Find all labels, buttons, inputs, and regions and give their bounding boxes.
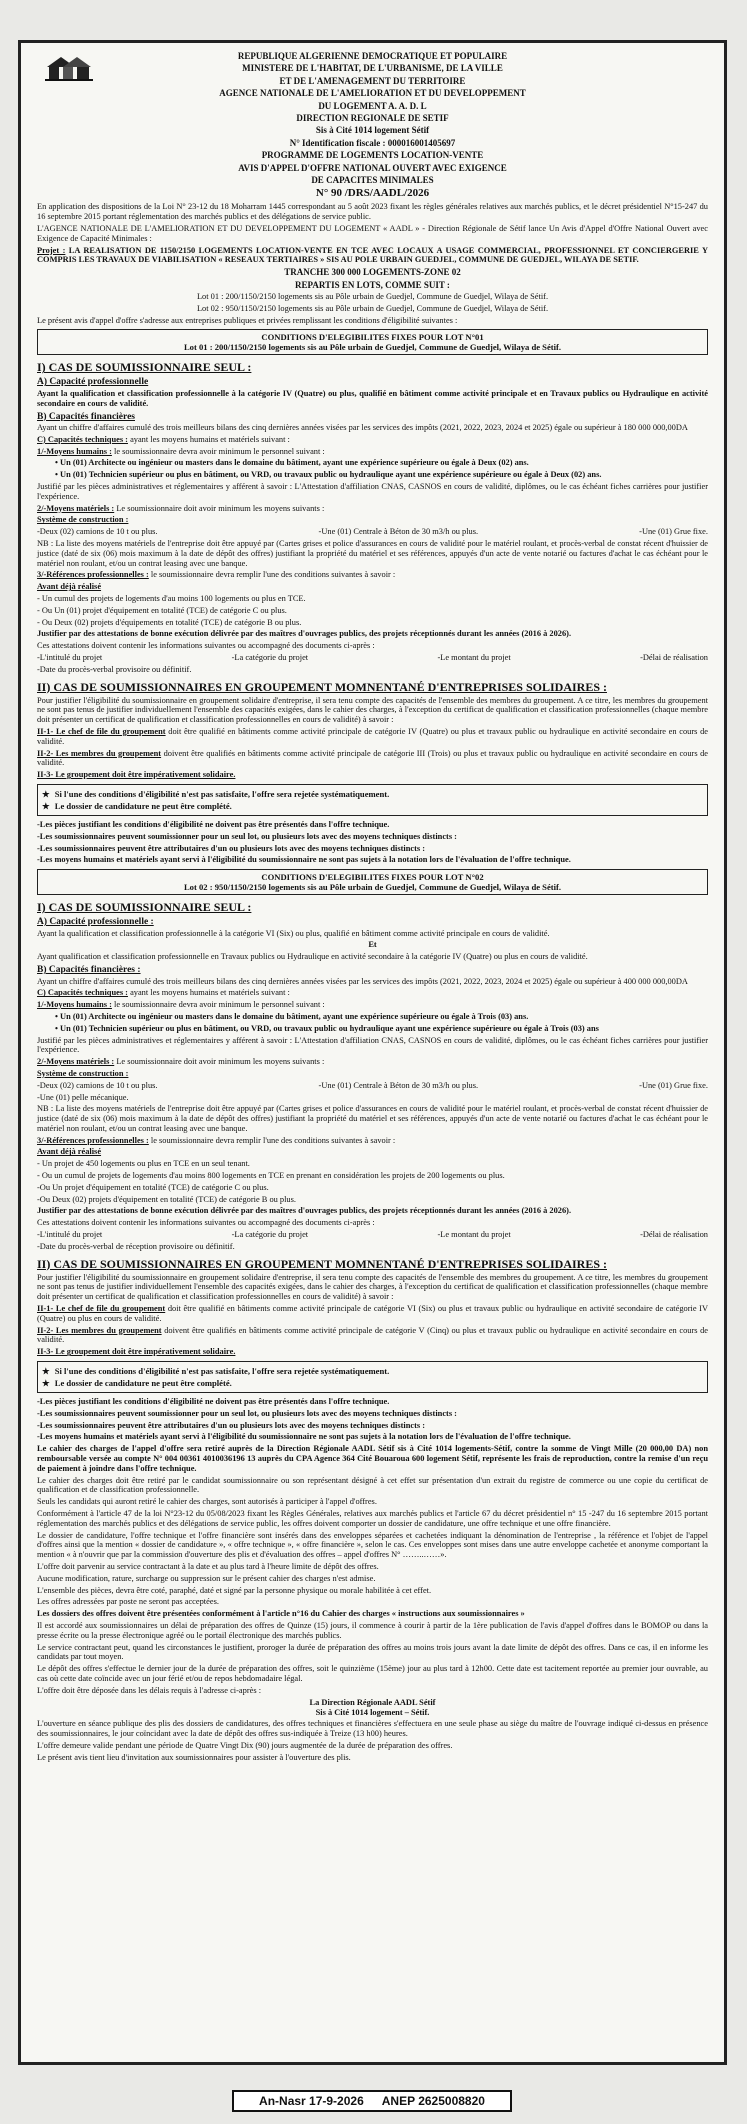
intro-paragraph: Le présent avis d'appel d'offre s'adresse aux entreprises publiques et privées remplissant les conditions d'éligibilité suivantes :	[37, 315, 458, 325]
text: doit être qualifié en bâtiments comme activité principale de catégorie VI (Six) ou plus et travaux public ou hydraulique en activité secondaire de catégorie IV (Quatre) ou plus en cours de validité.	[37, 1304, 709, 1323]
text: doivent être qualifiés en bâtiments comme activité principale de catégorie V (Cinq) ou plus et travaux public ou hydraulique en activité secondaire en cours de validité.	[37, 1325, 709, 1345]
list-item: - Ou un cumul de projets de logements d'au moins 800 logements en TCE en prenant en considération les projets de 200 logements ou plus.	[37, 1171, 505, 1181]
paragraph: Ayant un chiffre d'affaires cumulé des trois meilleurs bilans des cinq dernières années visées par les services des impôts (2021, 2022, 2023, 2024 et 2025) égale ou supérieur à 180 000 000,00DA	[37, 423, 688, 433]
text: doivent être qualifiés en bâtiments comme activité principale de catégorie III (Trois) ou plus et travaux public ou hydraulique en activité secondaire en cours de validité.	[37, 748, 708, 768]
box-desc: Lot 02 : 950/1150/2150 logements sis au Pôle urbain de Guedjel, Commune de Guedjel, Wilaya de Sétif.	[183, 882, 562, 893]
list-item: -Une (01) pelle mécanique.	[37, 1092, 129, 1102]
header-line: DU LOGEMENT A. A. D. L	[318, 100, 427, 111]
bullet-star-icon: ★	[42, 1366, 50, 1377]
official-header	[37, 51, 708, 200]
paragraph: Le présent avis tient lieu d'invitation aux soumissionnaires pour assister à l'ouverture des plis.	[37, 1752, 351, 1762]
subsection-title: B) Capacités financières	[37, 411, 135, 422]
paragraph: Le dossier de candidature, l'offre technique et l'offre financière sont insérés dans des enveloppes séparées et cachetées indiquant la dénomination de l'entreprise , la référence et l'objet de l'appel d'offres ainsi que la mention « dossier de candidature », « offre technique », « offre financière », selon le cas. Ces enveloppes sont mises dans une autre enveloppe cachetée et anonyme comportant la mention « à n'ouvrir que par la commission d'ouverture des plis et d'évaluation des offres – appel d'offres N° ……..……».	[37, 1530, 708, 1560]
list-item: -Date du procès-verbal provisoire ou définitif.	[37, 664, 192, 674]
label: Système de construction :	[37, 1068, 129, 1078]
paragraph: Seuls les candidats qui auront retiré le cahier des charges, sont autorisés à participer à l'appel d'offres.	[37, 1497, 377, 1507]
paragraph: L'ouverture en séance publique des plis des dossiers de candidatures, des offres techniques et financières s'effectuera en une seule phase au siège du maître de l'ouvrage indiqué ci-dessus en présence des soumissionnaires, le jour coïncidant avec la date de dépôt des offres sus-indiquée à Treize (13 h00) heures.	[37, 1719, 708, 1738]
warning-line: ★ Si l'une des conditions d'éligibilité n'est pas satisfaite, l'offre sera rejetée systématiquement.	[42, 788, 390, 799]
header-line: Sis à Cité 1014 logement Sétif	[315, 125, 430, 136]
section-title: I) CAS DE SOUMISSIONNAIRE SEUL :	[37, 900, 252, 915]
paragraph: L'offre doit parvenir au service contractant à la date et au plus tard à l'heure limite de dépôt des offres.	[37, 1561, 379, 1571]
paragraph: Les dossiers des offres doivent être présentées conformément à l'article n°16 du Cahier des charges « instructions aux soumissionnaires »	[37, 1609, 525, 1619]
note: -Les pièces justifiant les conditions d'éligibilité ne doivent pas être présentés dans l'offre technique.	[37, 1397, 390, 1407]
conjunction: Et	[368, 940, 377, 950]
paragraph: Ces attestations doivent contenir les informations suivantes ou accompagné des documents ci-après :	[37, 641, 375, 651]
paragraph: L'offre demeure valide pendant une période de Quatre Vingt Dix (90) jours augmentée de la durée de préparation des offres.	[37, 1740, 453, 1750]
text: le soumissionnaire devra remplir l'une des conditions suivantes à savoir :	[150, 570, 396, 580]
paragraph: Ces attestations doivent contenir les informations suivantes ou accompagné des documents ci-après :	[37, 1218, 375, 1228]
project-label: Projet :	[37, 245, 66, 255]
list-item: • Un (01) Architecte ou ingénieur ou masters dans le domaine du bâtiment, ayant une expérience supérieure ou égale à Trois (03) ans.	[55, 1011, 529, 1021]
paragraph: NB : La liste des moyens matériels de l'entreprise doit être appuyé par (Cartes grises et police d'assurances en cours de validité pour le matériel roulant, et procès-verbal de constat récent d'huissier de justice (daté de six (06) mois maximum à la date de dépôt des offres) justifiant la propriété du matériel et ses références, appuyés d'un acte de vente notarié ou factures d'achat le cas échéant pour le matériel non roulant, et/ou un contrat leasing avec une banque.	[37, 539, 708, 568]
bullet-star-icon: ★	[42, 1378, 50, 1389]
paragraph: Le service contractant peut, quand les circonstances le justifient, proroger la durée de préparation des offres au moins trois jours avant la date limite de dépôt des offres. Dans ce cas, il en informe les candidats par tout moyen.	[37, 1642, 708, 1662]
header-line: PROGRAMME DE LOGEMENTS LOCATION-VENTE	[261, 150, 484, 161]
text: ayant les moyens humains et matériels suivant :	[130, 988, 290, 998]
address-line: Sis à Cité 1014 logement – Sétif.	[315, 1708, 430, 1718]
lot-line: Lot 02 : 950/1150/2150 logements sis au Pôle urbain de Guedjel, Commune de Guedjel, Wilaya de Sétif.	[196, 303, 549, 313]
label: 3/-Références professionnelles :	[37, 1135, 149, 1145]
label: II-3- Le groupement doit être impérativement solidaire.	[37, 1347, 236, 1357]
paragraph: L'ensemble des pièces, devra être coté, paraphé, daté et signé par la personne physique ou morale habilitée à cet effet.	[37, 1585, 432, 1595]
newspaper-date: An-Nasr 17-9-2026	[259, 2094, 364, 2108]
subsection-title: B) Capacités financières :	[37, 965, 141, 976]
section-title: I) CAS DE SOUMISSIONNAIRE SEUL :	[37, 360, 252, 375]
label: II-3- Le groupement doit être impérativement solidaire.	[37, 770, 236, 780]
label: Système de construction :	[37, 515, 129, 525]
announcement-sheet	[18, 40, 727, 2065]
paragraph: NB : La liste des moyens matériels de l'entreprise doit être appuyé par (Cartes grises et police d'assurances en cours de validité pour le matériel roulant, et procès-verbal de constat récent d'huissier de justice (daté de six (06) mois maximum à la date de dépôt des offres) justifiant la propriété du matériel et ses références, appuyés d'un acte de vente notarié ou factures d'achat le cas échéant pour le matériel non roulant, et/ou un contrat leasing avec une banque.	[37, 1104, 708, 1133]
list-item: -Ou Un projet d'équipement en totalité (TCE) de catégorie C ou plus.	[37, 1182, 269, 1192]
lot1-conditions-box	[37, 329, 708, 355]
label: Avant déjà réalisé	[37, 1147, 102, 1157]
note: -Les moyens humains et matériels ayant servi à l'éligibilité du soumissionnaire ne sont pas sujets à la notation lors de l'évaluation de l'offre technique.	[37, 1432, 571, 1442]
attestation-fields-row: -L'intitulé du projet -La catégorie du projet -Le montant du projet -Délai de réalisation	[37, 1230, 708, 1240]
project-description	[37, 246, 708, 266]
paragraph: Justifié par les pièces administratives et réglementaires y afférent à savoir : L'Attestation d'affiliation CNAS, CASNOS en cours de validité, diplômes, ou le cas échéant fiches carrières pour justifier l'expérience.	[37, 482, 708, 501]
header-line: DE CAPACITES MINIMALES	[311, 175, 434, 186]
header-line: REPUBLIQUE ALGERIENNE DEMOCRATIQUE ET POPULAIRE	[237, 51, 508, 61]
label: 3/-Références professionnelles :	[37, 570, 149, 580]
header-line: ET DE L'AMENAGEMENT DU TERRITOIRE	[279, 75, 466, 86]
text: Le soumissionnaire doit avoir minimum les moyens suivants :	[116, 503, 325, 513]
text: le soumissionnaire devra remplir l'une des conditions suivantes à savoir :	[150, 1135, 396, 1145]
list-item: - Ou Deux (02) projets d'équipements en totalité (TCE) de catégorie B ou plus.	[37, 617, 302, 627]
paragraph: Le cahier des charges de l'appel d'offre sera retiré auprès de la Direction Régionale AADL Sétif sis à Cité 1014 logements-Sétif, contre la somme de Vingt Mille (20 000,00 DA) non remboursable versée au compte N° 004 00361 4010036196 13 auprès du CPA Agence 364 Cité Bouaroua 600 logement Sétif, représente les frais de reproduction, contre la remise d'un reçu de paiement à joindre dans l'offre technique.	[37, 1444, 708, 1473]
text: doit être qualifié en bâtiments comme activité principale de catégorie IV (Quatre) ou plus et travaux public ou hydraulique en activité secondaire en cours de validité.	[37, 726, 709, 746]
list-item: -Date du procès-verbal de réception provisoire ou définitif.	[37, 1241, 235, 1251]
note: -Les soumissionnaires peuvent soumissionner pour un seul lot, ou plusieurs lots avec des moyens techniques distincts :	[37, 1408, 457, 1418]
text: ayant les moyens humains et matériels suivant :	[130, 434, 290, 444]
paragraph: Les offres adressées par poste ne seront pas acceptées.	[37, 1597, 219, 1607]
aadl-logo	[43, 53, 95, 83]
section-title: II) CAS DE SOUMISSIONNAIRES EN GROUPEMENT MOMNENTANÉ D'ENTREPRISES SOLIDAIRES :	[37, 679, 607, 694]
label: C) Capacités techniques :	[37, 434, 128, 444]
paragraph: Pour justifier l'éligibilité du soumissionnaire en groupement solidaire d'entreprise, il sera tenu compte des capacités de l'ensemble des membres du groupement. A ce titre, les membres du groupement ne sont pas tenus de justifier individuellement l'ensemble des capacités exigées, dans le cahier des charges, à l'exception du certificat de qualification et classification professionnelles (chaque membre doit présenter un certificat de qualification et classification professionnelles en cours de validité) à savoir :	[37, 1272, 708, 1302]
paragraph: Aucune modification, rature, surcharge ou suppression sur le présent cahier des charges n'est admise.	[37, 1573, 376, 1583]
paragraph: Ayant la qualification et classification professionnelle à la catégorie VI (Six) ou plus, qualifié en bâtiment comme activité principale en cours de validité.	[37, 928, 550, 938]
list-item: - Un projet de 450 logements ou plus en TCE en un seul tenant.	[37, 1159, 250, 1169]
anep-reference: ANEP 2625008820	[381, 2094, 485, 2108]
paragraph: Il est accordé aux soumissionnaires un délai de préparation des offres de Quinze (15) jours, il commence à courir à partir de la 1ère publication de l'avis d'appel d'offres dans le BOMOP ou dans la presse écrite ou la presse électronique agréé ou le portail électronique des marchés publics.	[37, 1620, 708, 1640]
note: -Les moyens humains et matériels ayant servi à l'éligibilité du soumissionnaire ne sont pas sujets à la notation lors de l'évaluation de l'offre technique.	[37, 855, 571, 865]
equipment-row: -Deux (02) camions de 10 t ou plus. -Une (01) Centrale à Béton de 30 m3/h ou plus. -Une (01) Grue fixe.	[37, 1080, 708, 1090]
label: II-2- Les membres du groupement	[37, 748, 162, 758]
text: Le soumissionnaire doit avoir minimum les moyens suivants :	[116, 1057, 325, 1067]
bullet-star-icon: ★	[42, 800, 50, 811]
warning-line: ★ Si l'une des conditions d'éligibilité n'est pas satisfaite, l'offre sera rejetée systématiquement.	[42, 1366, 390, 1377]
paragraph: L'offre doit être déposée dans les délais requis à l'adresse ci-après :	[37, 1685, 262, 1695]
header-line: AGENCE NATIONALE DE L'AMELIORATION ET DU DEVELOPPEMENT	[219, 88, 526, 99]
subsection-title: A) Capacité professionnelle :	[37, 917, 154, 928]
address-line: La Direction Régionale AADL Sétif	[309, 1697, 436, 1707]
paragraph: Pour justifier l'éligibilité du soumissionnaire en groupement solidaire d'entreprise, il sera tenu compte des capacités de l'ensemble des membres du groupement. A ce titre, les membres du groupement ne sont pas tenus de justifier individuellement l'ensemble des capacités exigées, dans le cahier des charges, à l'exception du certificat de qualification et classification professionnelles (chaque membre doit présenter un certificat de qualification et classification professionnelles en cours de validité) à savoir :	[37, 695, 708, 725]
lot-line: Lot 01 : 200/1150/2150 logements sis au Pôle urbain de Guedjel, Commune de Guedjel, Wilaya de Sétif.	[196, 292, 549, 302]
notice-number: N° 90 /DRS/AADL/2026	[315, 187, 430, 200]
repartis-title: REPARTIS EN LOTS, COMME SUIT :	[295, 279, 450, 290]
attestation-fields-row: -L'intitulé du projet -La catégorie du projet -Le montant du projet -Délai de réalisation	[37, 652, 708, 662]
paragraph: Ayant qualification et classification professionnelle en Travaux publics ou Hydraulique en activité secondaire à la catégorie IV (Quatre) ou plus en cours de validité.	[37, 952, 588, 962]
label: 2/-Moyens matériels :	[37, 503, 115, 513]
warning-line: ★ Le dossier de candidature ne peut être complété.	[42, 800, 232, 811]
label: II-1- Le chef de file du groupement	[37, 726, 166, 736]
paragraph: Ayant un chiffre d'affaires cumulé des trois meilleurs bilans des cinq dernières années visées par les services des impôts (2021, 2022, 2023, 2024 et 2025) égale ou supérieur à 400 000 000,00DA	[37, 976, 688, 986]
intro-paragraph: En application des dispositions de la Loi N° 23-12 du 18 Moharram 1445 correspondant au 5 août 2023 fixant les règles générales relatives aux marchés publics, et le décret présidentiel N°15-247 du 16 septembre 2015 portant réglementation des marchés publics et des délégations de service public.	[37, 202, 708, 222]
box-title: CONDITIONS D'ELEGIBILITES FIXES POUR LOT N°01	[261, 332, 484, 343]
list-item: - Un cumul des projets de logements d'au moins 100 logements ou plus en TCE.	[37, 594, 306, 603]
list-item: • Un (01) Technicien supérieur ou plus en bâtiment, ou VRD, ou travaux public ou hydraulique ayant une expérience supérieure ou égale à Deux (02) ans.	[55, 470, 602, 480]
intro-paragraph: L'AGENCE NATIONALE DE L'AMELIORATION ET DU DEVELOPPEMENT DU LOGEMENT « AADL » - Direction Régionale de Sétif lance Un Avis d'Appel d'Offre National Ouvert avec Exigence de Capacité Minimales :	[37, 224, 708, 243]
label: 1/-Moyens humains :	[37, 446, 112, 456]
header-line: N° Identification fiscale : 000016001405697	[289, 137, 456, 148]
list-item: • Un (01) Architecte ou ingénieur ou masters dans le domaine du bâtiment, ayant une expérience supérieure ou égale à Deux (02) ans.	[55, 458, 529, 468]
list-item: - Ou Un (01) projet d'équipement en totalité (TCE) de catégorie C ou plus.	[37, 605, 287, 615]
note: -Les pièces justifiant les conditions d'éligibilité ne doivent pas être présentés dans l'offre technique.	[37, 819, 390, 829]
text: le soumissionnaire devra avoir minimum le personnel suivant :	[114, 1000, 325, 1010]
box-title: CONDITIONS D'ELEGIBILITES FIXES POUR LOT N°02	[261, 872, 484, 883]
equipment-row: -Deux (02) camions de 10 t ou plus. -Une (01) Centrale à Béton de 30 m3/h ou plus. -Une (01) Grue fixe.	[37, 527, 708, 537]
header-line: MINISTERE DE L'HABITAT, DE L'URBANISME, DE LA VILLE	[242, 63, 503, 74]
note: -Les soumissionnaires peuvent être attributaires d'un ou plusieurs lots avec des moyens techniques distincts :	[37, 1420, 426, 1430]
publication-footer	[232, 2090, 512, 2112]
section-title: II) CAS DE SOUMISSIONNAIRES EN GROUPEMENT MOMNENTANÉ D'ENTREPRISES SOLIDAIRES :	[37, 1256, 607, 1271]
paragraph: Justifié par les pièces administratives et réglementaires y afférent à savoir : L'Attestation d'affiliation CNAS, CASNOS en cours de validité, diplômes, ou le cas échéant fiches carrières pour justifier l'expérience.	[37, 1035, 708, 1055]
warning-line: ★ Le dossier de candidature ne peut être complété.	[42, 1378, 232, 1389]
list-item: • Un (01) Technicien supérieur ou plus en bâtiment, ou VRD, ou travaux public ou hydraulique ayant une expérience supérieure ou égale à Trois (03) ans	[55, 1023, 599, 1033]
paragraph: Le cahier des charges doit être retiré par le candidat soumissionnaire ou son représentant désigné à cet effet sur présentation d'un extrait du registre de commerce ou une copie du certificat de qualification et de classification professionnelle.	[37, 1475, 708, 1495]
list-item: -Ou Deux (02) projets d'équipement en totalité (TCE) de catégorie B ou plus.	[37, 1194, 296, 1204]
warning-box	[37, 1361, 708, 1393]
note: -Les soumissionnaires peuvent soumissionner pour un seul lot, ou plusieurs lots avec des moyens techniques distincts :	[37, 831, 457, 841]
label: C) Capacités techniques :	[37, 988, 128, 998]
paragraph: Ayant la qualification et classification professionnelle à la catégorie IV (Quatre) ou plus, qualifié en bâtiment comme activité principale et en Travaux publics ou Hydraulique en activité secondaire en cours de validité.	[37, 388, 708, 408]
warning-box	[37, 784, 708, 816]
subsection-title: A) Capacité professionnelle	[37, 377, 149, 388]
paragraph: Justifier par des attestations de bonne exécution délivrée par des maîtres d'ouvrages publics, des projets réceptionnés durant les années (2016 à 2026).	[37, 629, 572, 639]
label: II-2- Les membres du groupement	[37, 1325, 162, 1335]
tranche-title: TRANCHE 300 000 LOGEMENTS-ZONE 02	[284, 267, 461, 278]
text: le soumissionnaire devra avoir minimum le personnel suivant :	[114, 446, 325, 456]
header-line: AVIS D'APPEL D'OFFRE NATIONAL OUVERT AVEC EXIGENCE	[238, 162, 507, 173]
paragraph: Le dépôt des offres s'effectue le dernier jour de la durée de préparation des offres, soit le quinzième (15ème) jour au plus tard à 12h00. Cette date est tacitement reportée au premier jour ouvrable, au cas où cette date coïncide avec un jour férié et/ou de repos hebdomadaire légal.	[37, 1664, 708, 1683]
label: 1/-Moyens humains :	[37, 1000, 112, 1010]
note: -Les soumissionnaires peuvent être attributaires d'un ou plusieurs lots avec des moyens techniques distincts :	[37, 843, 426, 853]
header-line: DIRECTION REGIONALE DE SETIF	[296, 113, 449, 124]
paragraph: Conformément à l'article 47 de la loi N°23-12 du 05/08/2023 fixant les Règles Générales, relatives aux marchés publics et l'article 67 du décret présidentiel n° 15 -247 du 16 septembre 2015 portant réglementation des marchés publics et des délégations de service public, les offres doivent comporter un dossier de candidature, une offre technique et une offre financière.	[37, 1509, 708, 1528]
paragraph: Justifier par des attestations de bonne exécution délivrée par des maîtres d'ouvrages publics, des projets réceptionnés durant les années (2016 à 2026).	[37, 1206, 572, 1216]
label: 2/-Moyens matériels :	[37, 1057, 115, 1067]
label: Avant déjà réalisé	[37, 582, 102, 592]
lot2-conditions-box	[37, 869, 708, 895]
box-desc: Lot 01 : 200/1150/2150 logements sis au Pôle urbain de Guedjel, Commune de Guedjel, Wilaya de Sétif.	[183, 342, 562, 353]
label: II-1- Le chef de file du groupement	[37, 1304, 166, 1314]
bullet-star-icon: ★	[42, 788, 50, 799]
project-text: LA REALISATION DE 1150/2150 LOGEMENTS LOCATION-VENTE EN TCE AVEC LOCAUX A USAGE COMMERCIAL, PROFESSIONNEL ET CONCIERGERIE Y COMPRIS LES TRAVAUX DE VIABILISATION « RESEAUX TERTIAIRES » SIS AU POLE URBAIN GUEDJEL, COMMUNE DE GUEDJEL, WILAYA DE SETIF.	[37, 245, 709, 265]
